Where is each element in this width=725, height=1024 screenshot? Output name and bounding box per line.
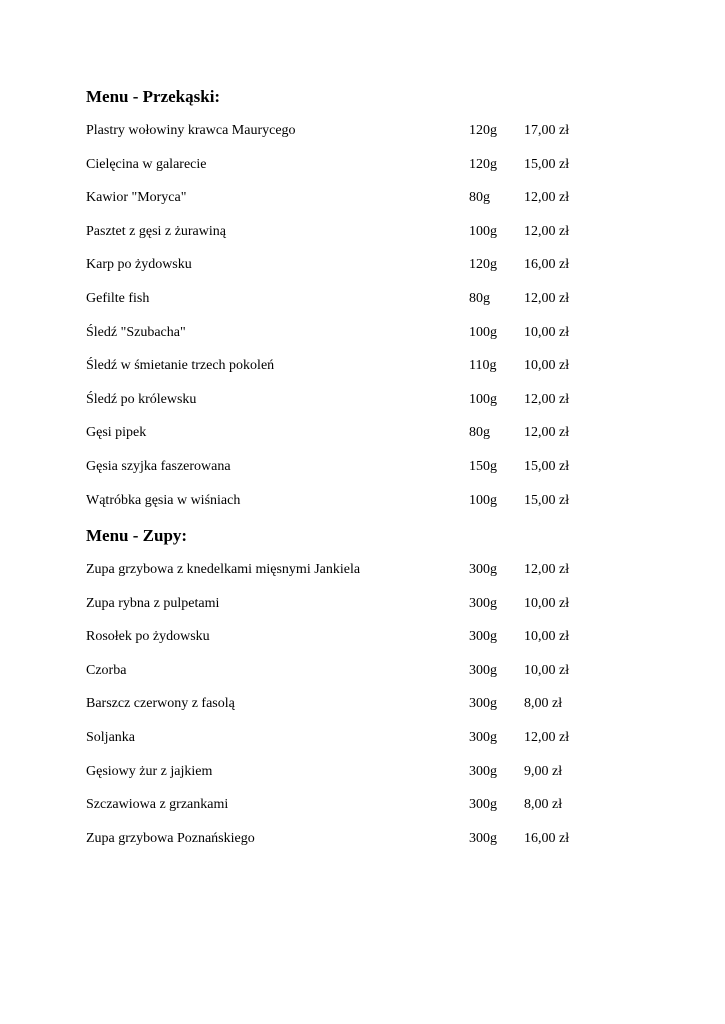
item-price: 12,00 zł bbox=[524, 190, 570, 206]
item-name: Rosołek po żydowsku bbox=[86, 629, 210, 645]
item-weight: 300g bbox=[469, 797, 497, 813]
menu-item bbox=[86, 830, 606, 864]
item-name: Gefilte fish bbox=[86, 290, 150, 306]
menu-item bbox=[86, 628, 606, 662]
appetizers-list bbox=[86, 122, 606, 525]
item-weight: 100g bbox=[469, 391, 497, 407]
item-name: Śledź po królewsku bbox=[86, 391, 197, 407]
item-name: Czorba bbox=[86, 662, 127, 678]
menu-item bbox=[86, 424, 606, 458]
item-price: 8,00 zł bbox=[524, 696, 563, 712]
item-weight: 300g bbox=[469, 696, 497, 712]
item-name: Zupa rybna z pulpetami bbox=[86, 595, 220, 611]
item-weight: 100g bbox=[469, 324, 497, 340]
menu-item bbox=[86, 391, 606, 425]
item-weight: 120g bbox=[469, 123, 497, 138]
item-name: Barszcz czerwony z fasolą bbox=[86, 696, 235, 712]
section-title-soups: Menu - Zupy: bbox=[86, 526, 188, 545]
item-weight: 120g bbox=[469, 257, 497, 273]
menu-item bbox=[86, 458, 606, 492]
item-price: 15,00 zł bbox=[524, 492, 570, 508]
item-price: 15,00 zł bbox=[524, 458, 570, 474]
soups-list bbox=[86, 561, 606, 863]
menu-item bbox=[86, 796, 606, 830]
item-weight: 300g bbox=[469, 763, 497, 779]
menu-item bbox=[86, 763, 606, 797]
item-price: 15,00 zł bbox=[524, 156, 570, 172]
item-price: 12,00 zł bbox=[524, 425, 570, 441]
item-weight: 300g bbox=[469, 629, 497, 645]
menu-item bbox=[86, 729, 606, 763]
item-price: 12,00 zł bbox=[524, 562, 570, 577]
item-price: 10,00 zł bbox=[524, 595, 570, 611]
item-price: 17,00 zł bbox=[524, 123, 570, 138]
menu-item bbox=[86, 324, 606, 358]
item-name: Soljanka bbox=[86, 729, 135, 745]
menu-item bbox=[86, 595, 606, 629]
item-weight: 100g bbox=[469, 223, 497, 239]
item-name: Gęsi pipek bbox=[86, 425, 147, 441]
item-name: Zupa grzybowa z knedelkami mięsnymi Jankiela bbox=[86, 562, 361, 577]
menu-item bbox=[86, 223, 606, 257]
item-name: Karp po żydowsku bbox=[86, 257, 192, 273]
menu-item bbox=[86, 290, 606, 324]
item-weight: 110g bbox=[469, 358, 497, 374]
item-weight: 100g bbox=[469, 492, 497, 508]
item-price: 12,00 zł bbox=[524, 729, 570, 745]
appetizers-section bbox=[86, 87, 606, 525]
soups-section bbox=[86, 526, 606, 863]
item-name: Kawior "Moryca" bbox=[86, 190, 187, 206]
item-weight: 300g bbox=[469, 830, 497, 846]
menu-item bbox=[86, 695, 606, 729]
item-price: 8,00 zł bbox=[524, 797, 563, 813]
item-weight: 300g bbox=[469, 595, 497, 611]
item-price: 16,00 zł bbox=[524, 830, 570, 846]
menu-item bbox=[86, 662, 606, 696]
item-weight: 300g bbox=[469, 729, 497, 745]
item-weight: 300g bbox=[469, 662, 497, 678]
menu-item bbox=[86, 357, 606, 391]
item-name: Pasztet z gęsi z żurawiną bbox=[86, 223, 226, 239]
menu-item bbox=[86, 122, 606, 156]
item-weight: 80g bbox=[469, 425, 490, 441]
menu-item bbox=[86, 561, 606, 595]
item-price: 10,00 zł bbox=[524, 324, 570, 340]
item-name: Plastry wołowiny krawca Maurycego bbox=[86, 123, 296, 138]
item-price: 10,00 zł bbox=[524, 662, 570, 678]
item-name: Zupa grzybowa Poznańskiego bbox=[86, 830, 255, 846]
item-name: Szczawiowa z grzankami bbox=[86, 797, 229, 813]
item-price: 10,00 zł bbox=[524, 358, 570, 374]
item-weight: 150g bbox=[469, 458, 497, 474]
item-weight: 80g bbox=[469, 190, 490, 206]
item-weight: 80g bbox=[469, 290, 490, 306]
item-name: Wątróbka gęsia w wiśniach bbox=[86, 492, 241, 508]
item-price: 10,00 zł bbox=[524, 629, 570, 645]
menu-item bbox=[86, 492, 606, 526]
item-price: 12,00 zł bbox=[524, 290, 570, 306]
menu-item bbox=[86, 256, 606, 290]
item-price: 12,00 zł bbox=[524, 391, 570, 407]
item-price: 9,00 zł bbox=[524, 763, 563, 779]
item-weight: 120g bbox=[469, 156, 497, 172]
item-name: Cielęcina w galarecie bbox=[86, 156, 207, 172]
menu-item bbox=[86, 156, 606, 190]
item-price: 16,00 zł bbox=[524, 257, 570, 273]
item-name: Śledź w śmietanie trzech pokoleń bbox=[86, 358, 275, 374]
item-name: Gęsiowy żur z jajkiem bbox=[86, 763, 213, 779]
menu-item bbox=[86, 189, 606, 223]
item-name: Gęsia szyjka faszerowana bbox=[86, 458, 231, 474]
item-price: 12,00 zł bbox=[524, 223, 570, 239]
item-weight: 300g bbox=[469, 562, 497, 577]
item-name: Śledź "Szubacha" bbox=[86, 324, 186, 340]
section-title-appetizers: Menu - Przekąski: bbox=[86, 87, 221, 106]
